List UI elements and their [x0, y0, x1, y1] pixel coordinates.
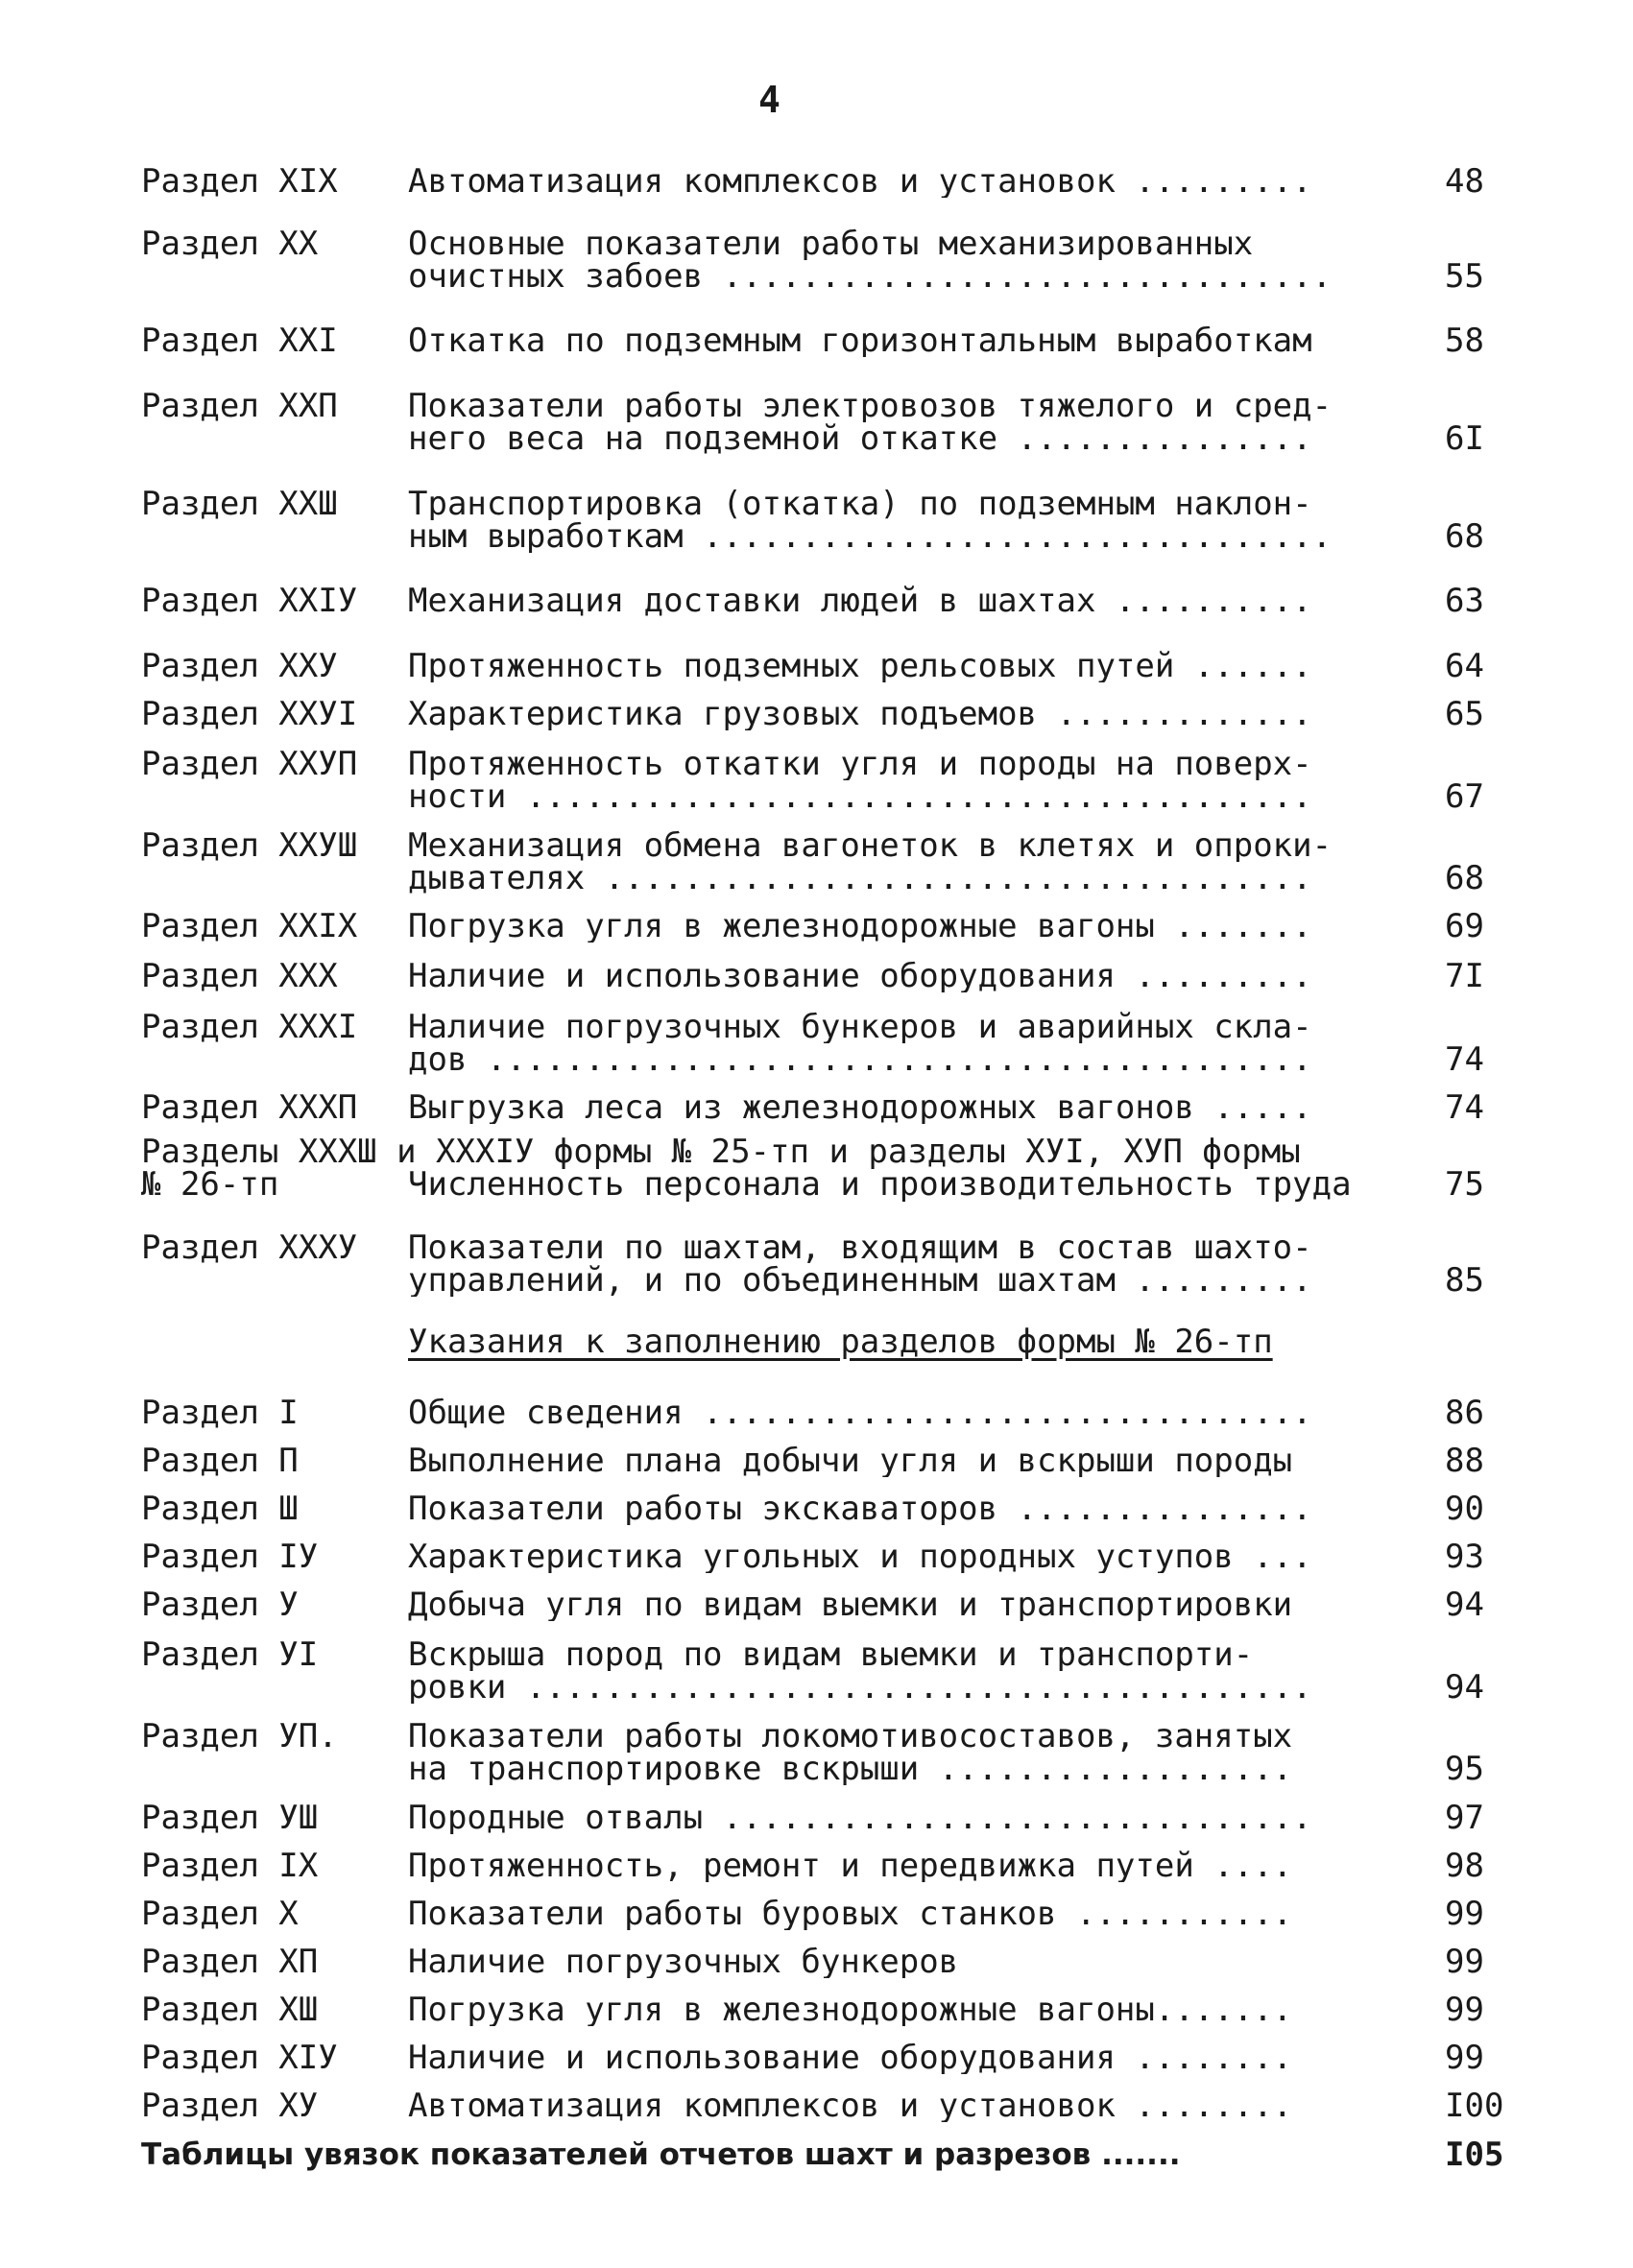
toc-page-number: 93 — [1445, 1538, 1484, 1576]
toc-title-line: дов .......................................... — [408, 1043, 1312, 1076]
toc-page-number: 68 — [1445, 517, 1484, 556]
toc-section-label: Раздел Ш — [141, 1490, 299, 1528]
toc-title-line: Показатели работы электровозов тяжелого и сред- — [408, 390, 1333, 422]
toc-section-title — [408, 650, 1368, 682]
toc-page-number: 99 — [1445, 1895, 1484, 1933]
toc-lower-entry — [0, 1538, 1633, 1576]
section-subheading: Указания к заполнению разделов формы № 26-тп — [408, 1323, 1273, 1361]
toc-title-line: Протяженность откатки угля и породы на поверх- — [408, 748, 1312, 780]
toc-upper-entry — [0, 647, 1633, 685]
toc-upper-entry — [0, 957, 1633, 995]
toc-lower-entry — [0, 1895, 1633, 1933]
toc-title-line: Откатка по подземным горизонтальным выработкам — [408, 324, 1312, 357]
toc-title-line: Наличие и использование оборудования ......... — [408, 960, 1312, 992]
toc-section-title — [408, 698, 1368, 730]
toc-title-line: Наличие погрузочных бункеров — [408, 1946, 959, 1978]
toc-page-number: 99 — [1445, 1943, 1484, 1981]
combined-entry-page: 75 — [1445, 1165, 1484, 1204]
toc-page-number: 68 — [1445, 859, 1484, 897]
toc-section-label: Раздел У — [141, 1586, 299, 1624]
combined-entry-line2: Численность персонала и производительность труда — [408, 1165, 1352, 1204]
toc-section-title — [408, 488, 1368, 553]
toc-section-label: Раздел XXУШ — [141, 826, 358, 865]
toc-section-label: Раздел XУ — [141, 2087, 319, 2125]
toc-page-number: 95 — [1445, 1750, 1484, 1788]
toc-title-line: Протяженность, ремонт и передвижка путей .... — [408, 1850, 1293, 1882]
toc-page-number: 99 — [1445, 1991, 1484, 2029]
toc-title-line: Наличие погрузочных бункеров и аварийных скла- — [408, 1011, 1312, 1043]
toc-title-line: Автоматизация комплексов и установок ......... — [408, 165, 1312, 198]
toc-title-line: Показатели работы экскаваторов ............... — [408, 1492, 1312, 1525]
final-entry-page: I05 — [1445, 2136, 1504, 2174]
toc-page-number: 99 — [1445, 2039, 1484, 2077]
toc-section-label: Раздел XXI — [141, 322, 338, 360]
toc-title-line: Характеристика угольных и породных уступов ... — [408, 1540, 1312, 1573]
toc-section-label: Раздел УI — [141, 1635, 319, 1674]
toc-page-number: 7I — [1445, 957, 1484, 995]
toc-section-title — [408, 960, 1368, 992]
toc-section-label: Раздел IX — [141, 1847, 319, 1885]
toc-title-line: Характеристика грузовых подъемов ............. — [408, 698, 1312, 730]
toc-title-line: Протяженность подземных рельсовых путей ...... — [408, 650, 1312, 682]
toc-section-title — [408, 1850, 1368, 1882]
toc-title-line: Механизация обмена вагонеток в клетях и опроки- — [408, 829, 1333, 862]
toc-section-title — [408, 227, 1368, 293]
toc-section-title — [408, 1993, 1368, 2026]
toc-lower-entry — [0, 1717, 1633, 1788]
toc-section-label: Раздел IУ — [141, 1538, 319, 1576]
toc-upper-entry — [0, 745, 1633, 816]
toc-section-label: Раздел XXX — [141, 957, 338, 995]
toc-section-title — [408, 1397, 1368, 1429]
toc-section-title — [408, 1492, 1368, 1525]
toc-section-title — [408, 165, 1368, 198]
toc-title-line: на транспортировке вскрыши .................. — [408, 1753, 1293, 1785]
toc-upper-entry — [0, 322, 1633, 360]
toc-page-number: 58 — [1445, 322, 1484, 360]
toc-title-line: Выгрузка леса из железнодорожных вагонов ..... — [408, 1091, 1312, 1124]
toc-section-label: Раздел XП — [141, 1943, 319, 1981]
toc-section-label: Раздел XXП — [141, 387, 338, 425]
toc-section-title — [408, 324, 1368, 357]
toc-section-title — [408, 1011, 1368, 1076]
toc-title-line: Добыча угля по видам выемки и транспортировки — [408, 1588, 1293, 1621]
toc-title-line: Наличие и использование оборудования ........ — [408, 2041, 1293, 2074]
toc-lower-entry — [0, 1799, 1633, 1837]
toc-title-line: Породные отвалы .............................. — [408, 1802, 1312, 1834]
toc-section-label: Раздел XXУ — [141, 647, 338, 685]
toc-section-title — [408, 2089, 1368, 2122]
page-number: 4 — [758, 79, 780, 121]
toc-title-line: Выполнение плана добычи угля и вскрыши породы — [408, 1444, 1293, 1477]
toc-title-line: него веса на подземной откатке ............... — [408, 422, 1312, 455]
toc-title-line: ным выработкам ................................ — [408, 520, 1333, 553]
toc-page-number: 64 — [1445, 647, 1484, 685]
toc-page-number: 48 — [1445, 162, 1484, 201]
toc-section-label: Раздел УШ — [141, 1799, 319, 1837]
toc-section-label: Раздел XXУI — [141, 695, 358, 733]
toc-entry-combined — [0, 1135, 1633, 1203]
toc-upper-entry — [0, 387, 1633, 458]
toc-title-line: Показатели работы локомотивосоставов, занятых — [408, 1720, 1293, 1753]
toc-section-title — [408, 1638, 1368, 1704]
toc-section-title — [408, 1898, 1368, 1930]
toc-title-line: Транспортировка (откатка) по подземным наклон- — [408, 488, 1312, 520]
combined-entry-section2: № 26-тп — [141, 1165, 279, 1204]
toc-title-line: Погрузка угля в железнодорожные вагоны ....... — [408, 910, 1312, 943]
entry-35-section: Раздел XXXУ — [141, 1229, 358, 1267]
toc-page-number: 65 — [1445, 695, 1484, 733]
toc-upper-entry — [0, 582, 1633, 620]
toc-entry-final — [0, 2138, 1633, 2177]
toc-upper-entry — [0, 1008, 1633, 1079]
toc-section-label: Раздел XXIУ — [141, 582, 358, 620]
toc-section-label: Раздел I — [141, 1394, 299, 1432]
toc-section-title — [408, 2041, 1368, 2074]
toc-page-number: 69 — [1445, 907, 1484, 945]
toc-title-line: Автоматизация комплексов и установок ........ — [408, 2089, 1293, 2122]
toc-section-title — [408, 748, 1368, 813]
toc-lower-entry — [0, 1394, 1633, 1432]
toc-section-title — [408, 1444, 1368, 1477]
toc-section-label: Раздел X — [141, 1895, 299, 1933]
toc-title-line: Основные показатели работы механизированных — [408, 227, 1254, 260]
toc-page-number: 94 — [1445, 1668, 1484, 1707]
toc-section-label: Раздел УП. — [141, 1717, 338, 1755]
toc-section-label: Раздел XXXП — [141, 1088, 358, 1127]
toc-page-number: 90 — [1445, 1490, 1484, 1528]
toc-page-number: 63 — [1445, 582, 1484, 620]
toc-title-line: дывателях .................................... — [408, 862, 1312, 895]
toc-page-number: 97 — [1445, 1799, 1484, 1837]
toc-title-line: Механизация доставки людей в шахтах .......... — [408, 585, 1312, 617]
toc-upper-entry — [0, 225, 1633, 296]
toc-section-title — [408, 1091, 1368, 1124]
toc-entry-35 — [0, 1231, 1633, 1299]
final-entry-label: Таблицы увязок показателей отчетов шахт и разрезов ....... — [141, 2137, 1181, 2172]
toc-title-line: ровки ........................................ — [408, 1671, 1312, 1704]
toc-section-title — [408, 910, 1368, 943]
toc-section-title — [408, 1946, 1368, 1978]
toc-title-line: очистных забоев ............................... — [408, 260, 1333, 293]
toc-upper-entry — [0, 695, 1633, 733]
toc-lower-entry — [0, 1442, 1633, 1480]
toc-title-line: Показатели работы буровых станков ........... — [408, 1898, 1293, 1930]
entry-35-title-line2: управлений, и по объединенным шахтам ......... — [408, 1264, 1312, 1297]
toc-lower-entry — [0, 1991, 1633, 2029]
toc-section-title — [408, 390, 1368, 455]
toc-page-number: I00 — [1445, 2087, 1504, 2125]
toc-section-label: Раздел XIX — [141, 162, 338, 201]
toc-title-line: Погрузка угля в железнодорожные вагоны....... — [408, 1993, 1293, 2026]
toc-lower-entry — [0, 1490, 1633, 1528]
toc-section-label: Раздел XXУП — [141, 745, 358, 783]
entry-35-page: 85 — [1445, 1261, 1484, 1300]
toc-section-title — [408, 1720, 1368, 1785]
toc-upper-entry — [0, 907, 1633, 945]
toc-lower-entry — [0, 2039, 1633, 2077]
toc-page-number: 74 — [1445, 1040, 1484, 1079]
toc-upper-entry — [0, 162, 1633, 201]
toc-section-label: Раздел XXXI — [141, 1008, 358, 1046]
toc-section-label: Раздел П — [141, 1442, 299, 1480]
toc-lower-entry — [0, 1847, 1633, 1885]
toc-title-line: Вскрыша пород по видам выемки и транспорти- — [408, 1638, 1254, 1671]
toc-section-label: Раздел XXШ — [141, 485, 338, 523]
toc-page-number: 74 — [1445, 1088, 1484, 1127]
toc-lower-entry — [0, 1635, 1633, 1707]
toc-lower-entry — [0, 1586, 1633, 1624]
toc-upper-entry — [0, 485, 1633, 556]
toc-section-label: Раздел XXIX — [141, 907, 358, 945]
toc-section-label: Раздел XШ — [141, 1991, 319, 2029]
toc-page-number: 98 — [1445, 1847, 1484, 1885]
toc-lower-entry — [0, 1943, 1633, 1981]
toc-page-number: 55 — [1445, 257, 1484, 296]
combined-entry-line1: Разделы XXXШ и XXXIУ формы № 25-тп и разделы XУI, XУП формы — [141, 1133, 1301, 1171]
toc-lower-entry — [0, 2087, 1633, 2125]
toc-upper-entry — [0, 826, 1633, 897]
toc-page-number: 88 — [1445, 1442, 1484, 1480]
toc-section-title — [408, 1588, 1368, 1621]
toc-page-number: 94 — [1445, 1586, 1484, 1624]
toc-section-title — [408, 585, 1368, 617]
toc-title-line: Общие сведения ............................... — [408, 1397, 1312, 1429]
entry-35-title-line1: Показатели по шахтам, входящим в состав шахто- — [408, 1231, 1312, 1264]
toc-page-number: 86 — [1445, 1394, 1484, 1432]
toc-section-title — [408, 1802, 1368, 1834]
entry-35-title — [408, 1231, 1368, 1297]
toc-title-line: ности ........................................ — [408, 780, 1312, 813]
toc-section-title — [408, 1540, 1368, 1573]
toc-upper-entry — [0, 1088, 1633, 1127]
toc-section-label: Раздел XIУ — [141, 2039, 338, 2077]
toc-page-number: 6I — [1445, 419, 1484, 458]
toc-section-title — [408, 829, 1368, 895]
toc-page-number: 67 — [1445, 777, 1484, 816]
toc-section-label: Раздел XX — [141, 225, 319, 263]
